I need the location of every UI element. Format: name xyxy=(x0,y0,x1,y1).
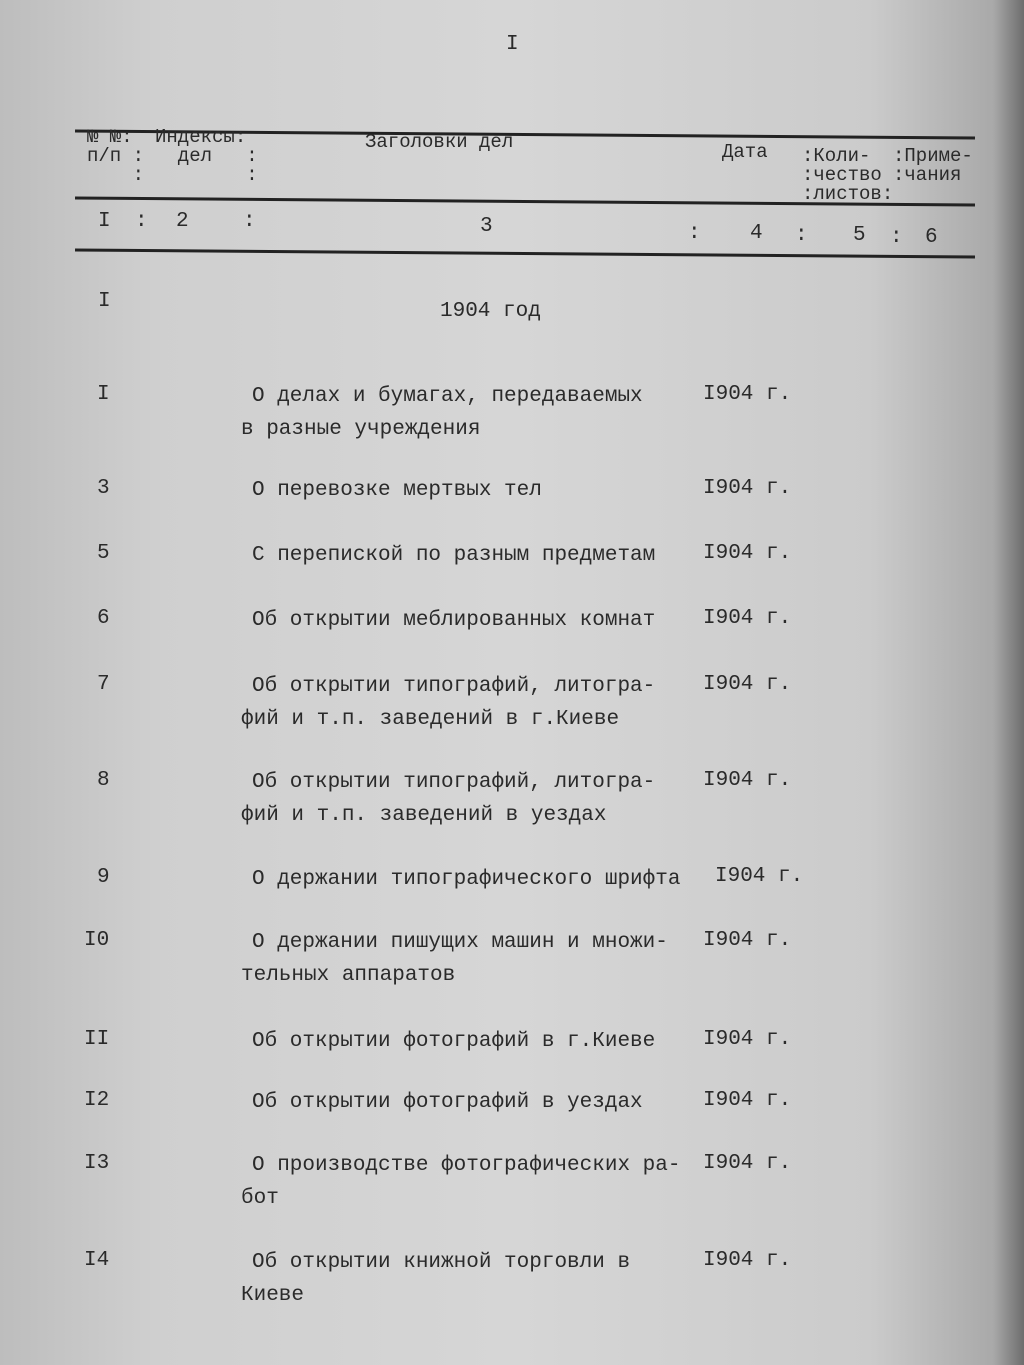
entry-number: I0 xyxy=(84,929,110,952)
entry-number: 3 xyxy=(97,477,110,500)
section-title: 1904 год xyxy=(440,300,541,323)
sep: : xyxy=(135,210,148,233)
entry-title-line1: О держании пишущих машин и множи- xyxy=(252,931,668,954)
sep: : xyxy=(688,222,701,245)
entry-date: I904 г. xyxy=(703,769,792,792)
entry-title-line2: Киеве xyxy=(241,1284,305,1307)
entry-title-line2: в разные учреждения xyxy=(241,418,481,441)
entry-title-line1: О держании типографического шрифта xyxy=(252,868,681,891)
entry-title-line2: бот xyxy=(241,1187,279,1210)
entry-date: I904 г. xyxy=(703,477,792,500)
header-rule-bottom xyxy=(75,248,975,258)
entry-number: II xyxy=(84,1028,110,1051)
header-sheets: :Коли- :чество :листов: xyxy=(802,145,894,205)
entry-title-line1: Об открытии книжной торговли в xyxy=(252,1251,631,1274)
entry-title-line1: О производстве фотографических ра- xyxy=(252,1154,681,1177)
entry-title-line2: фий и т.п. заведений в г.Киеве xyxy=(241,708,620,731)
entry-date: I904 г. xyxy=(703,383,792,406)
entry-title-line1: С перепиской по разным предметам xyxy=(252,544,656,567)
header-titles: Заголовки дел xyxy=(365,131,514,153)
header-date: Дата xyxy=(722,141,768,163)
sep: : xyxy=(890,226,903,249)
entry-number: 7 xyxy=(97,673,110,696)
colnum-5: 5 xyxy=(853,224,866,247)
header-num: № №: п/п : : xyxy=(87,126,145,186)
entry-title-line1: Об открытии типографий, литогра- xyxy=(252,675,656,698)
entry-date: I904 г. xyxy=(703,1249,792,1272)
colnum-4: 4 xyxy=(750,222,763,245)
sep: : xyxy=(795,224,808,247)
entry-date: I904 г. xyxy=(703,607,792,630)
entry-number: I xyxy=(97,383,110,406)
colnum-3: 3 xyxy=(480,215,493,238)
entry-number: I3 xyxy=(84,1152,110,1175)
entry-title-line2: тельных аппаратов xyxy=(241,964,456,987)
colnum-2: 2 xyxy=(176,210,189,233)
entry-number: 6 xyxy=(97,607,110,630)
entry-number: I4 xyxy=(84,1249,110,1272)
entry-date: I904 г. xyxy=(703,1152,792,1175)
entry-date: I904 г. xyxy=(703,1028,792,1051)
sep: : xyxy=(243,210,256,233)
entry-title-line1: Об открытии фотографий в уездах xyxy=(252,1091,643,1114)
header-notes: :Приме- :чания xyxy=(893,145,973,186)
entry-title-line1: Об открытии фотографий в г.Киеве xyxy=(252,1030,656,1053)
entry-date: I904 г. xyxy=(703,929,792,952)
colnum-6: 6 xyxy=(925,226,938,249)
entry-date: I904 г. xyxy=(703,1089,792,1112)
entry-number: 8 xyxy=(97,769,110,792)
entry-title-line1: Об открытии типографий, литогра- xyxy=(252,771,656,794)
entry-number: I2 xyxy=(84,1089,110,1112)
entry-title-line2: фий и т.п. заведений в уездах xyxy=(241,804,607,827)
entry-title-line1: Об открытии меблированных комнат xyxy=(252,609,656,632)
entry-number: 5 xyxy=(97,542,110,565)
colnum-1: I xyxy=(98,210,111,233)
page-number: I xyxy=(506,33,519,56)
entry-title-line1: О делах и бумагах, передаваемых xyxy=(252,385,643,408)
entry-number: 9 xyxy=(97,866,110,889)
header-index: Индексы: дел : : xyxy=(155,126,258,186)
entry-date: I904 г. xyxy=(703,542,792,565)
entry-date: I904 г. xyxy=(715,865,804,888)
entry-title-line1: О перевозке мертвых тел xyxy=(252,479,542,502)
entry-date: I904 г. xyxy=(703,673,792,696)
section-number: I xyxy=(98,290,111,313)
